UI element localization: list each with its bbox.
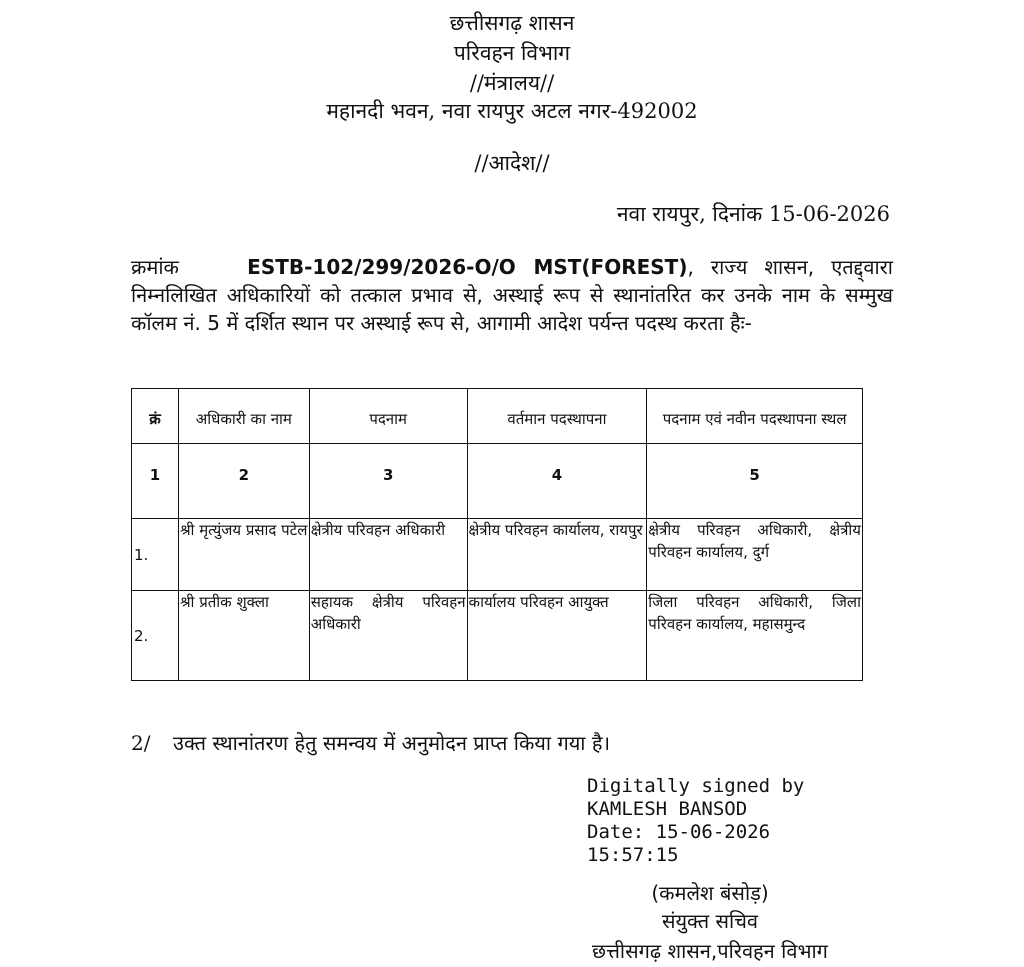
paragraph-number: 2/ [131, 731, 151, 755]
order-paragraph [131, 253, 893, 337]
row-designation: सहायक क्षेत्रीय परिवहन अधिकारी [309, 591, 467, 681]
paragraph-2 [131, 729, 610, 756]
row-designation: क्षेत्रीय परिवहन अधिकारी [309, 519, 467, 591]
ministry-label: //मंत्रालय// [469, 71, 555, 95]
row-officer-name: श्री प्रतीक शुक्ला [178, 591, 309, 681]
row-current-posting: कार्यालय परिवहन आयुक्त [467, 591, 647, 681]
col-number: 4 [467, 444, 647, 519]
col-number: 1 [132, 444, 179, 519]
signer-name: (कमलेश बंसोड़) [651, 881, 769, 905]
signer-department: छत्तीसगढ़ शासन,परिवहन विभाग [592, 939, 828, 963]
col-number: 5 [647, 444, 863, 519]
government-name: छत्तीसगढ़ शासन [449, 11, 575, 35]
office-address: महानदी भवन, नवा रायपुर अटल नगर-492002 [326, 99, 698, 123]
signer-title: संयुक्त सचिव [661, 909, 759, 933]
row-officer-name: श्री मृत्युंजय प्रसाद पटेल [178, 519, 309, 591]
col-number: 3 [309, 444, 467, 519]
table-row [132, 519, 863, 591]
transfer-table [131, 388, 863, 681]
table-header-row [132, 389, 863, 444]
signature-time: 15:57:15 [587, 844, 679, 866]
department-name: परिवहन विभाग [453, 41, 571, 65]
col-header-officer-name: अधिकारी का नाम [178, 389, 309, 444]
col-number: 2 [178, 444, 309, 519]
row-new-posting: जिला परिवहन अधिकारी, जिला परिवहन कार्यालय, महासमुन्द [647, 591, 863, 681]
digital-signature-block [587, 775, 804, 867]
paragraph-2-text: उक्त स्थानांतरण हेतु समन्वय में अनुमोदन प्राप्त किया गया है। [173, 731, 611, 755]
signature-signer: KAMLESH BANSOD [587, 798, 748, 820]
col-header-new-posting: पदनाम एवं नवीन पदस्थापना स्थल [647, 389, 863, 444]
signature-line: Digitally signed by [587, 775, 805, 797]
order-reference-number: ESTB-102/299/2026-O/O MST(FOREST) [247, 255, 688, 279]
col-header-serial: क्रं [132, 389, 179, 444]
table-column-number-row [132, 444, 863, 519]
row-serial: 1. [132, 519, 179, 591]
table-row [132, 591, 863, 681]
row-current-posting: क्षेत्रीय परिवहन कार्यालय, रायपुर [467, 519, 647, 591]
order-date: नवा रायपुर, दिनांक 15-06-2026 [616, 202, 890, 226]
col-header-current-posting: वर्तमान पदस्थापना [467, 389, 647, 444]
col-header-designation: पदनाम [309, 389, 467, 444]
row-serial: 2. [132, 591, 179, 681]
order-title: //आदेश// [474, 151, 550, 175]
signature-date: Date: 15-06-2026 [587, 821, 771, 843]
order-body-text: , राज्य शासन, एतद्द्वारा निम्नलिखित अधिकारियों को तत्काल प्रभाव से, अस्थाई रूप से स्थानांतरित कर उनके नाम के सम्मुख कॉलम नं. 5 में दर्शित स्थान पर अस्थाई रूप से, आगामी आदेश पर्यन्त पदस्थ करता हैः- [131, 255, 893, 335]
order-prefix: क्रमांक [131, 255, 179, 279]
row-new-posting: क्षेत्रीय परिवहन अधिकारी, क्षेत्रीय परिवहन कार्यालय, दुर्ग [647, 519, 863, 591]
